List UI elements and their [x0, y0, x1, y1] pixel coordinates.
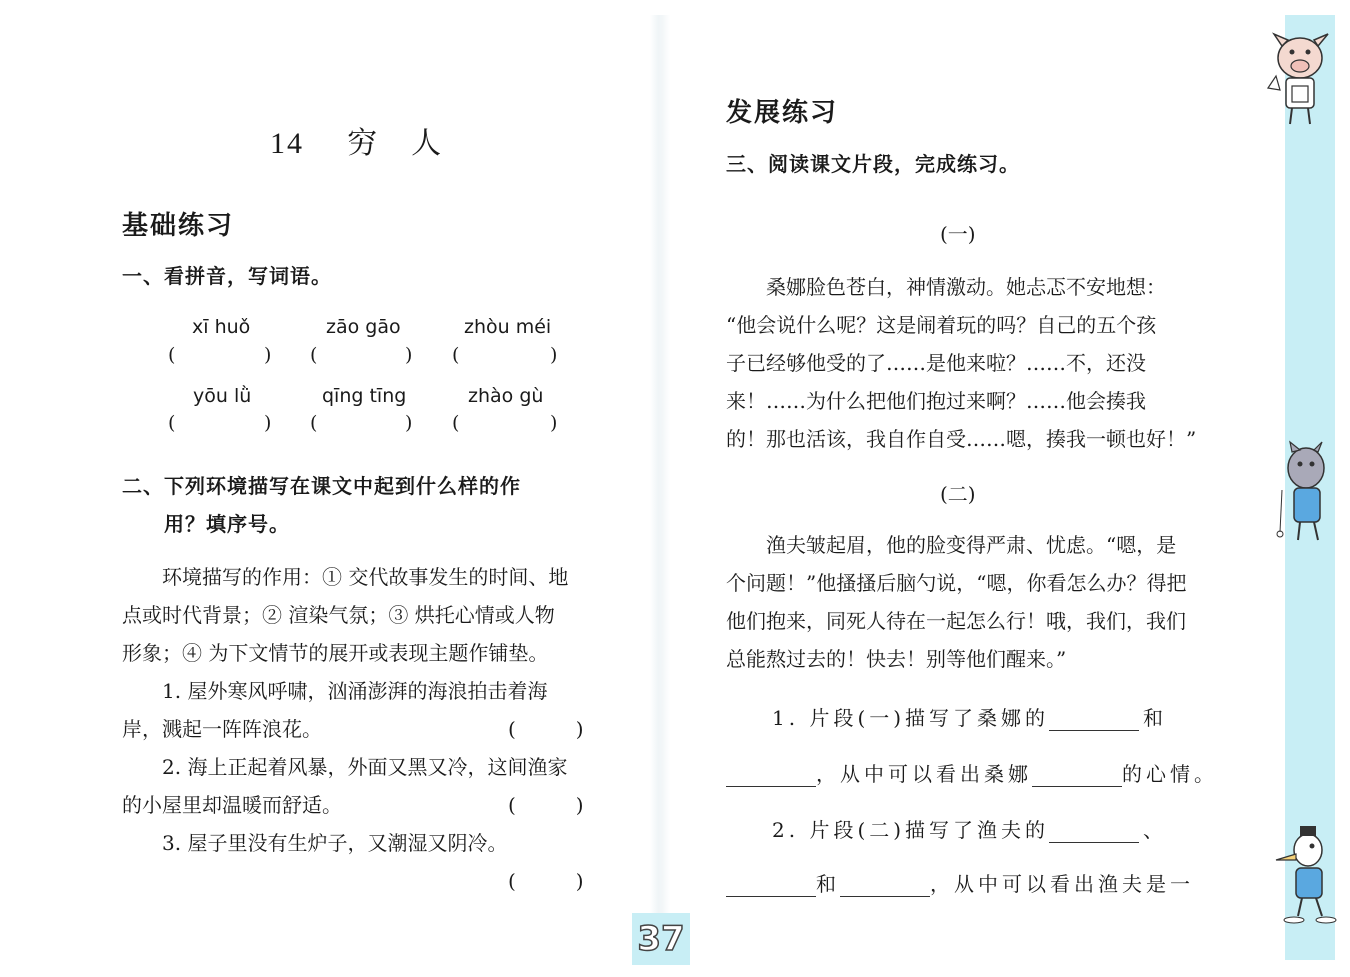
paren-open: (	[310, 344, 318, 366]
answer-blank[interactable]	[726, 876, 816, 897]
lesson-number: 14	[270, 127, 304, 160]
item-line: 1. 屋外寒风呼啸，汹涌澎湃的海浪拍击着海	[122, 679, 548, 703]
item-line: 岸，溅起一阵阵浪花。	[122, 717, 322, 741]
paren-close: )	[264, 344, 272, 366]
passage-line: 个问题！”他搔搔后脑勺说，“嗯，你看怎么办？得把	[726, 571, 1187, 595]
bird-mascot-icon	[1268, 820, 1343, 930]
answer-blank[interactable]	[1049, 710, 1139, 731]
pinyin-item: zhòu méi	[464, 316, 552, 338]
q2-item-3: 3. 屋子里没有生炉子，又潮湿又阴冷。	[122, 831, 508, 855]
paren-close: )	[264, 412, 272, 434]
paren-open: (	[168, 412, 176, 434]
fill-q1-line2: ，从中可以看出桑娜 的心情。	[726, 758, 1218, 787]
passage1	[726, 268, 1211, 458]
answer-blank[interactable]	[1032, 766, 1122, 787]
passage-line: 的！那也活该，我自作自受……嗯，揍我一顿也好！”	[726, 427, 1197, 451]
q2-heading-line1: 二、下列环境描写在课文中起到什么样的作	[122, 474, 521, 498]
fill-q2-line2: 和 ，从中可以看出渔夫是一	[726, 868, 1194, 897]
passage-line: 渔夫皱起眉，他的脸变得严肃、忧虑。“嗯，是	[726, 533, 1177, 557]
paren-close: )	[405, 344, 413, 366]
answer-blank[interactable]	[726, 766, 816, 787]
intro-line: 点或时代背景；② 渲染气氛；③ 烘托心情或人物	[122, 603, 555, 627]
passage-line: 桑娜脸色苍白，神情激动。她忐忑不安地想：	[726, 275, 1166, 299]
pinyin-item: yōu lǜ	[193, 385, 252, 407]
paren-close: )	[550, 344, 558, 366]
page-number: 37	[637, 919, 685, 959]
paren-close: )	[550, 412, 558, 434]
fill-q2-line1: 2. 片段(二)描写了渔夫的 、	[772, 818, 1168, 842]
q2-intro	[122, 558, 602, 672]
paren-open: (	[452, 412, 460, 434]
q1-heading: 一、看拼音，写词语。	[122, 264, 332, 288]
answer-blank[interactable]	[1049, 822, 1139, 843]
intro-line: 环境描写的作用：① 交代故事发生的时间、地	[122, 565, 569, 589]
lesson-name: 穷 人	[347, 126, 444, 161]
answer-paren: ( )	[508, 793, 584, 817]
passage-line: 子已经够他受的了……是他来啦？……不，还没	[726, 351, 1146, 375]
lesson-title	[270, 118, 443, 162]
pinyin-item: xī huǒ	[192, 316, 251, 338]
pinyin-item: zāo gāo	[326, 316, 401, 338]
paren-open: (	[310, 412, 318, 434]
passage1-label: (一)	[940, 222, 976, 246]
passage-line: 来！……为什么把他们抱过来啊？……他会揍我	[726, 389, 1146, 413]
passage2	[726, 526, 1211, 678]
pig-mascot-icon	[1258, 28, 1340, 128]
pinyin-item: zhào gù	[468, 385, 544, 407]
pinyin-item: qīng tīng	[322, 385, 407, 407]
passage2-label: (二)	[940, 482, 976, 506]
paren-open: (	[452, 344, 460, 366]
section-heading-development: 发展练习	[726, 98, 839, 128]
item-line: 2. 海上正起着风暴，外面又黑又冷，这间渔家	[122, 755, 568, 779]
page-gutter	[650, 15, 670, 960]
q2-heading-line2: 用？填序号。	[164, 512, 290, 536]
answer-blank[interactable]	[840, 876, 930, 897]
answer-paren: ( )	[508, 717, 584, 741]
section-heading-basic: 基础练习	[122, 211, 235, 241]
passage-line: “他会说什么呢？这是闹着玩的吗？自己的五个孩	[726, 313, 1157, 337]
q3-heading: 三、阅读课文片段，完成练习。	[726, 152, 1020, 176]
passage-line: 他们抱来，同死人待在一起怎么行！哦，我们，我们	[726, 609, 1186, 633]
paren-open: (	[168, 344, 176, 366]
answer-paren: ( )	[508, 869, 584, 893]
item-line: 的小屋里却温暖而舒适。	[122, 793, 342, 817]
passage-line: 总能熬过去的！快去！别等他们醒来。”	[726, 647, 1067, 671]
intro-line: 形象；④ 为下文情节的展开或表现主题作铺垫。	[122, 641, 549, 665]
fill-q1-line1: 1. 片段(一)描写了桑娜的 和	[772, 706, 1168, 730]
wolf-mascot-icon	[1270, 440, 1340, 550]
paren-close: )	[405, 412, 413, 434]
